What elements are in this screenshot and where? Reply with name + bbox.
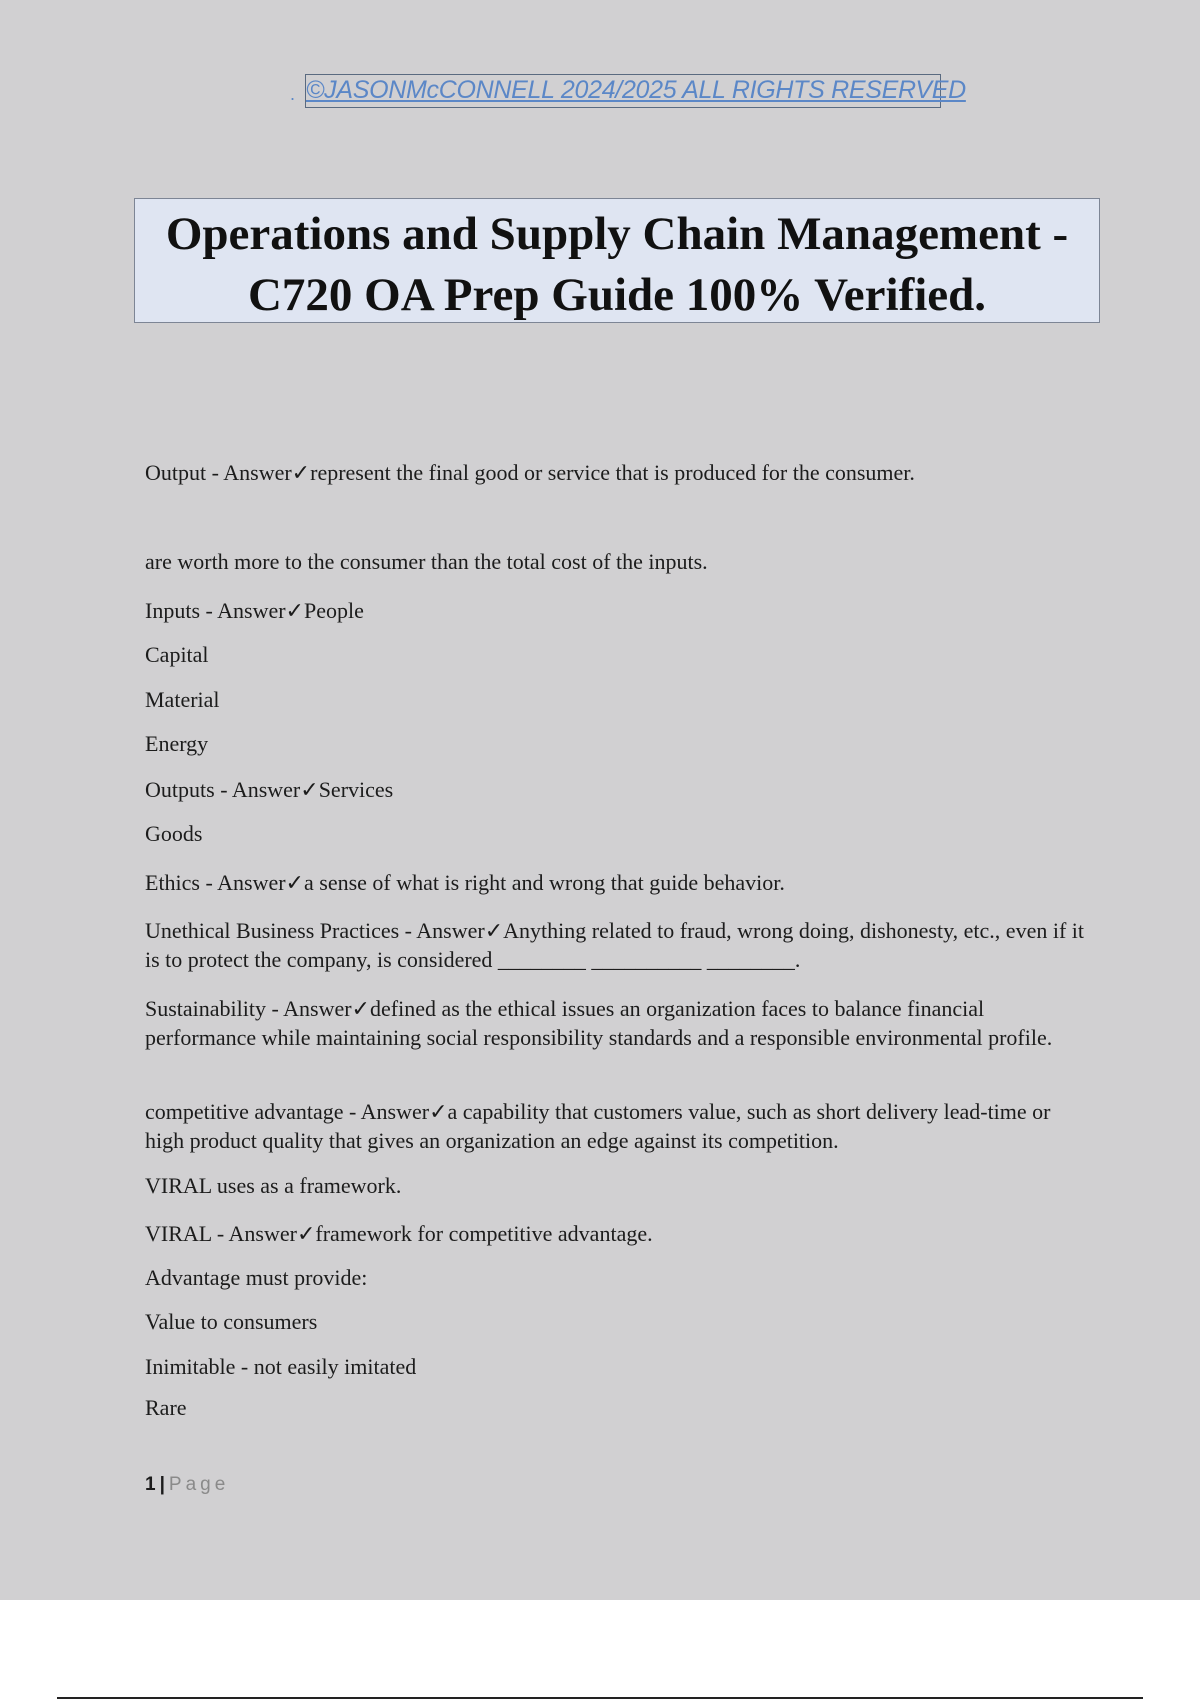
- answer-marker: Answer✓: [360, 1099, 448, 1124]
- answer-marker: Answer✓: [416, 918, 504, 943]
- entry-text: Advantage must provide:: [145, 1265, 368, 1290]
- answer-marker: Answer✓: [217, 870, 304, 895]
- entry-unethical-business-practices: Unethical Business Practices - Answer✓Anything related to fraud, wrong doing, dishonesty, etc., even if it is to protect the company, is considered ________ __________ ________.: [145, 918, 1085, 972]
- entry-text: VIRAL uses as a framework.: [145, 1173, 402, 1198]
- entry-text: Rare: [145, 1395, 187, 1420]
- entry-answer: defined as the ethical issues an organization faces to balance financial performance while maintaining social responsibility standards and a responsible environmental profile.: [145, 996, 1053, 1050]
- entry-text: Value to consumers: [145, 1309, 318, 1334]
- entry-text: Inimitable - not easily imitated: [145, 1354, 417, 1379]
- entry-answer: represent the final good or service that is produced for the consumer.: [310, 460, 915, 485]
- answer-marker: Answer✓: [217, 598, 304, 623]
- entry-inputs: Inputs - Answer✓People: [145, 598, 364, 623]
- entry-term: Sustainability: [145, 996, 266, 1021]
- bottom-divider: [57, 1697, 1143, 1699]
- title-line-1: Operations and Supply Chain Management -: [165, 208, 1069, 260]
- entry-term: Ethics: [145, 870, 200, 895]
- entry-answer: a capability that customers value, such as short delivery lead-time or high product quality that gives an organization an edge against its competition.: [145, 1099, 1051, 1153]
- entry-answer: a sense of what is right and wrong that guide behavior.: [304, 870, 785, 895]
- title-box: [134, 198, 1100, 323]
- title-line-2: C720 OA Prep Guide 100% Verified.: [247, 269, 987, 321]
- footer-separator: |: [159, 1474, 165, 1495]
- page-number: 1: [145, 1474, 156, 1495]
- page-footer: [145, 1474, 229, 1496]
- entry-viral: VIRAL - Answer✓framework for competitive advantage.: [145, 1221, 653, 1246]
- entry-term: Unethical Business Practices: [145, 918, 400, 943]
- copyright-notice: ©JASONMcCONNELL 2024/2025 ALL RIGHTS RESERVED: [305, 74, 941, 108]
- entry-outputs: Outputs - Answer✓Services: [145, 777, 394, 802]
- entry-text: Capital: [145, 642, 209, 667]
- entry-text: Material: [145, 687, 220, 712]
- entry-sustainability: Sustainability - Answer✓defined as the ethical issues an organization faces to balance financial performance while maintaining social responsibility standards and a responsible environmental profile.: [145, 996, 1053, 1050]
- page-label: Page: [168, 1474, 230, 1495]
- copyright-dot: .: [290, 84, 296, 104]
- entry-answer: Services: [318, 777, 394, 802]
- entry-text: Energy: [145, 731, 209, 756]
- entry-competitive-advantage: competitive advantage - Answer✓a capability that customers value, such as short delivery lead-time or high product quality that gives an organization an edge against its competition.: [145, 1099, 1051, 1153]
- entry-answer: People: [304, 598, 364, 623]
- entry-text: Goods: [145, 821, 203, 846]
- answer-marker: Answer✓: [223, 460, 311, 485]
- entry-answer: framework for competitive advantage.: [315, 1221, 653, 1246]
- entry-answer: Anything related to fraud, wrong doing, dishonesty, etc., even if it is to protect the company, is considered ________ __________ ________.: [145, 918, 1085, 972]
- entry-term: Outputs: [145, 777, 215, 802]
- answer-marker: Answer✓: [231, 777, 319, 802]
- entry-ethics: Ethics - Answer✓a sense of what is right and wrong that guide behavior.: [145, 870, 785, 895]
- entry-term: Inputs: [145, 598, 200, 623]
- entry-term: competitive advantage: [145, 1099, 344, 1124]
- answer-marker: Answer✓: [228, 1221, 316, 1246]
- answer-marker: Answer✓: [283, 996, 370, 1021]
- entry-text: are worth more to the consumer than the total cost of the inputs.: [145, 549, 708, 574]
- entry-term: VIRAL: [145, 1221, 212, 1246]
- entry-term: Output: [145, 460, 207, 485]
- entry-output: Output - Answer✓represent the final good or service that is produced for the consumer.: [145, 460, 915, 485]
